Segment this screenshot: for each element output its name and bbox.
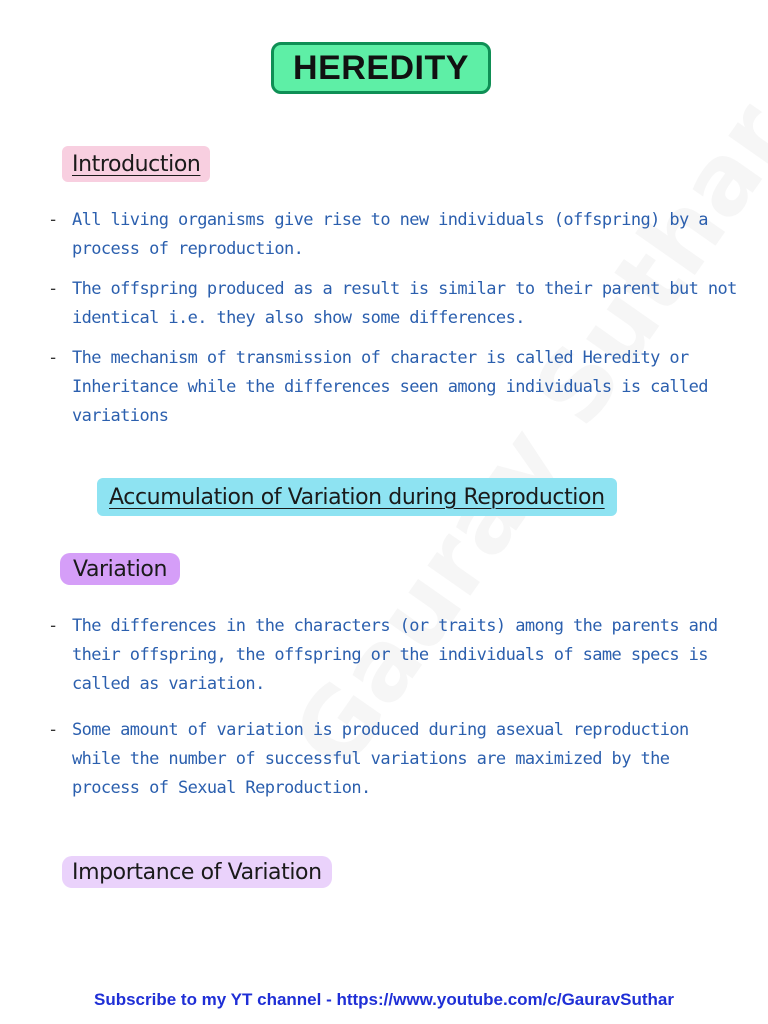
bullet-dash: - [48, 279, 58, 299]
section-heading-importance [62, 856, 332, 888]
list-item-text: Some amount of variation is produced during asexual reproduction while the number of successful variations are maximized by the process of Sexual Reproduction. [72, 720, 689, 798]
page-title-box [271, 42, 491, 94]
bullet-dash: - [48, 210, 58, 230]
list-item [48, 716, 738, 803]
introduction-bullet-list [48, 206, 738, 431]
bullet-dash: - [48, 348, 58, 368]
section-heading-introduction [62, 146, 210, 182]
section-heading-label: Accumulation of Variation during Reproduction [109, 484, 605, 510]
list-item-text: The differences in the characters (or traits) among the parents and their offspring, the offspring or the individuals of same specs is called as variation. [72, 616, 718, 694]
list-item-text: The offspring produced as a result is similar to their parent but not identical i.e. they also show some differences. [72, 279, 737, 328]
section-heading-label: Introduction [72, 151, 201, 177]
list-item [48, 206, 738, 264]
footer-subscribe-link[interactable]: Subscribe to my YT channel - https://www.youtube.com/c/GauravSuthar [94, 990, 674, 1009]
section-heading-accumulation [97, 478, 617, 516]
bullet-dash: - [48, 720, 58, 740]
list-item [48, 275, 738, 333]
bullet-dash: - [48, 616, 58, 636]
list-item [48, 612, 738, 699]
page-title: HEREDITY [293, 48, 469, 87]
section-heading-label: Variation [73, 556, 168, 582]
list-item-text: The mechanism of transmission of character is called Heredity or Inheritance while the differences seen among individuals is called variations [72, 348, 708, 426]
section-heading-variation [60, 553, 180, 585]
variation-bullet-list [48, 612, 738, 803]
list-item-text: All living organisms give rise to new individuals (offspring) by a process of reproduction. [72, 210, 708, 259]
section-heading-label: Importance of Variation [72, 859, 322, 885]
list-item [48, 344, 738, 431]
